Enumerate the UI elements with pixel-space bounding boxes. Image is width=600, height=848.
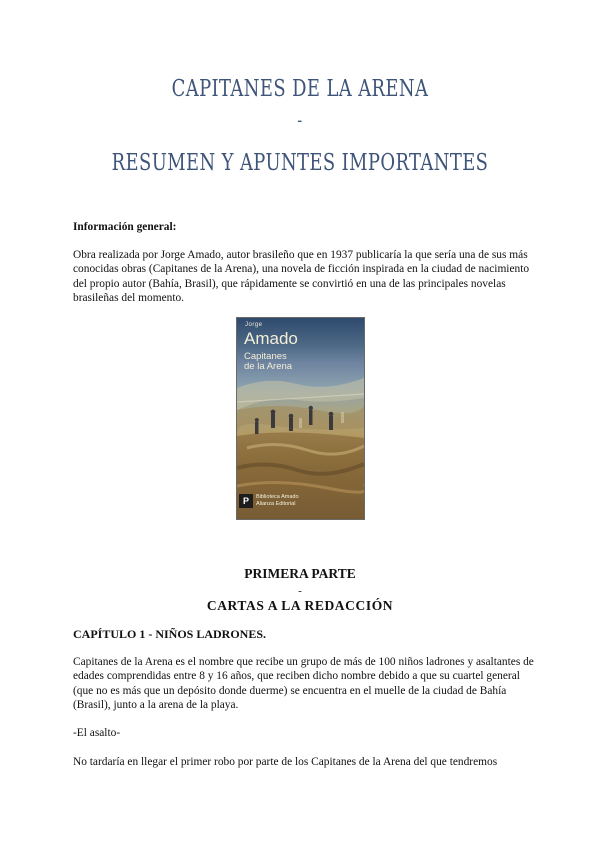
part-subtitle: CARTAS A LA REDACCIÓN [206, 598, 394, 613]
cover-title-line2: de la Arena [244, 361, 293, 372]
document-title: CAPITANES DE LA ARENA [171, 76, 429, 102]
chapter-heading: CAPÍTULO 1 - NIÑOS LADRONES. [73, 627, 267, 641]
part-separator: - [298, 585, 302, 597]
title-separator: - [297, 110, 303, 131]
cover-publisher-line1: Biblioteca Amado [256, 494, 299, 500]
cover-publisher-line2: Alianza Editorial [256, 500, 296, 507]
cover-author-last: Amado [244, 329, 298, 348]
general-info-paragraph: Obra realizada por Jorge Amado, autor brasileño que en 1937 publicaría la que sería una de sus más conocidas obras (Capitanes de la Arena), una novela de ficción inspirada en la ciudad de nacimiento del propio autor (Bahía, Brasil), que rápidamente se convirtió en una de las principales novelas brasileñas del momento. [73, 249, 530, 305]
cover-title-line1: Capitanes [244, 351, 287, 362]
cover-title [244, 352, 344, 372]
publisher-logo-icon: P [239, 494, 253, 508]
chapter-last-paragraph: No tardaría en llegar el primer robo por parte de los Capitanes de la Arena del que tendremos [73, 756, 498, 768]
section-heading: -El asalto- [73, 727, 121, 739]
cover-publisher [256, 494, 316, 507]
part-title: PRIMERA PARTE [244, 566, 356, 581]
cover-author-first: Jorge [245, 322, 263, 328]
chapter-paragraph: Capitanes de la Arena es el nombre que recibe un grupo de más de 100 niños ladrones y asaltantes de edades comprendidas entre 8 y 16 años, que reciben dicho nombre debido a que su cuartel general (que no es más que un depósito donde duerme) se encuentra en el muelle de la ciudad de Bahía (Brasil), junto a la arena de la playa. [73, 656, 534, 712]
general-info-heading: Información general: [73, 221, 177, 233]
document-subtitle: RESUMEN Y APUNTES IMPORTANTES [111, 150, 489, 176]
book-cover-image [236, 317, 365, 520]
